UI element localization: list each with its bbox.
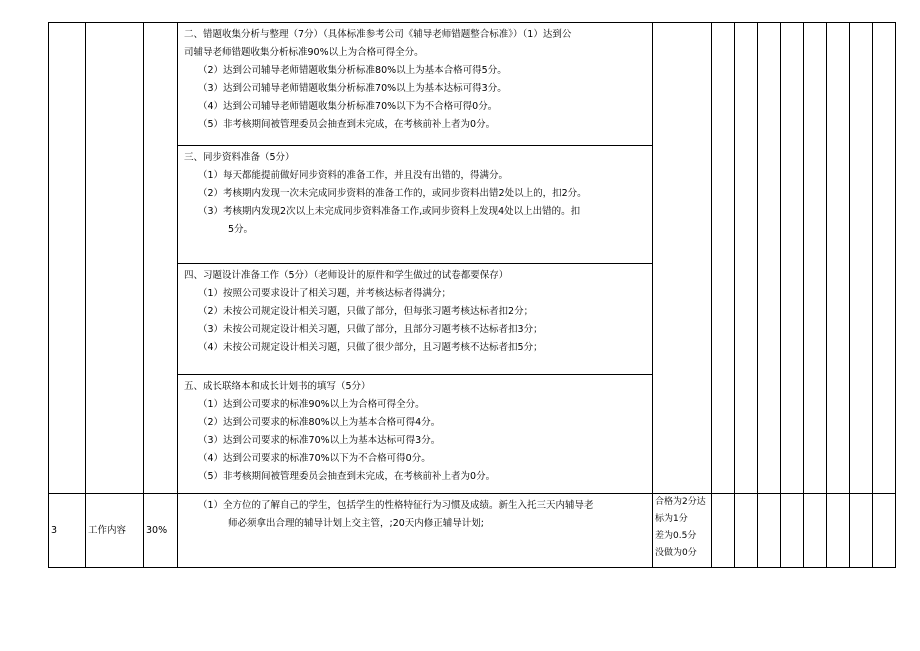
score-cell[interactable] <box>850 23 873 494</box>
score-cell[interactable] <box>804 23 827 494</box>
table-row <box>49 23 896 146</box>
criteria-item: （2）考核期内发现一次未完成同步资料的准备工作的，或同步资料出错2处以上的，扣2分。 <box>198 188 587 199</box>
criteria-item: （1）达到公司要求的标准90%以上为合格可得全分。 <box>198 399 425 410</box>
score-cell[interactable] <box>873 494 896 568</box>
scoring-rule-cell <box>653 494 712 568</box>
criteria-item: （3）达到公司辅导老师错题收集分析标准70%以上为基本达标可得3分。 <box>198 83 507 94</box>
section-title: 四、习题设计准备工作（5分）（老师设计的原件和学生做过的试卷都要保存） <box>184 270 509 281</box>
score-cell[interactable] <box>827 23 850 494</box>
criteria-item: （4）未按公司规定设计相关习题，只做了很少部分，且习题考核不达标者扣5分； <box>198 342 543 353</box>
score-cell[interactable] <box>827 494 850 568</box>
criteria-item: （4）达到公司要求的标准70%以下为不合格可得0分。 <box>198 453 431 464</box>
row-number: 3 <box>49 494 86 568</box>
criteria-item: （2）达到公司辅导老师错题收集分析标准80%以上为基本合格可得5分。 <box>198 65 507 76</box>
score-cell[interactable] <box>758 23 781 494</box>
criteria-cell <box>178 375 653 494</box>
criteria-item: （2）未按公司规定设计相关习题，只做了部分，但每张习题考核达标者扣2分； <box>198 306 534 317</box>
table-row <box>49 494 896 568</box>
score-cell[interactable] <box>873 23 896 494</box>
score-cell[interactable] <box>781 494 804 568</box>
score-cell[interactable] <box>850 494 873 568</box>
criteria-item: （4）达到公司辅导老师错题收集分析标准70%以下为不合格可得0分。 <box>198 101 498 112</box>
scoring-rule: 差为0.5分 <box>655 531 697 541</box>
criteria-cell <box>178 23 653 146</box>
section-title: 五、成长联络本和成长计划书的填写（5分） <box>184 381 371 392</box>
criteria-item: （2）达到公司要求的标准80%以上为基本合格可得4分。 <box>198 417 441 428</box>
score-cell[interactable] <box>735 494 758 568</box>
weight-cell <box>144 23 178 494</box>
score-cell[interactable] <box>804 494 827 568</box>
number-cell <box>49 23 86 494</box>
section-title: 三、同步资料准备（5分） <box>184 152 295 163</box>
criteria-cell <box>178 264 653 375</box>
criteria-item: （3）考核期内发现2次以上未完成同步资料准备工作,或同步资料上发现4处以上出错的。扣 <box>198 206 581 217</box>
score-cell[interactable] <box>735 23 758 494</box>
scoring-rule: 没做为0分 <box>655 548 697 558</box>
category-cell <box>86 23 144 494</box>
score-cell[interactable] <box>712 494 735 568</box>
criteria-item-cont: 师必须拿出合理的辅导计划上交主管，;20天内修正辅导计划; <box>228 518 484 529</box>
scoring-rule: 合格为2分达 <box>655 497 706 507</box>
row-weight: 30% <box>144 494 178 568</box>
criteria-item: （5）非考核期间被管理委员会抽查到未完成，在考核前补上者为0分。 <box>198 119 496 130</box>
assessment-table <box>48 22 896 568</box>
scoring-cell <box>653 23 712 494</box>
section-title: 二、错题收集分析与整理（7分）（具体标准参考公司《辅导老师错题整合标准》）（1）达到公 <box>184 29 572 40</box>
criteria-item-cont: 5分。 <box>228 224 254 235</box>
criteria-cell <box>178 494 653 568</box>
criteria-cell <box>178 146 653 264</box>
criteria-item: （1）全方位的了解自己的学生，包括学生的性格特征行为习惯及成绩。新生入托三天内辅导老 <box>198 500 594 511</box>
criteria-item: （1）每天都能提前做好同步资料的准备工作，并且没有出错的，得满分。 <box>198 170 509 181</box>
row-category: 工作内容 <box>86 494 144 568</box>
criteria-item: （1）按照公司要求设计了相关习题，并考核达标者得满分； <box>198 288 452 299</box>
criteria-item: （5）非考核期间被管理委员会抽查到未完成，在考核前补上者为0分。 <box>198 471 496 482</box>
criteria-item: （3）达到公司要求的标准70%以上为基本达标可得3分。 <box>198 435 441 446</box>
section-title-cont: 司辅导老师错题收集分析标准90%以上为合格可得全分。 <box>184 47 424 58</box>
criteria-item: （3）未按公司规定设计相关习题，只做了部分，且部分习题考核不达标者扣3分； <box>198 324 543 335</box>
scoring-rule: 标为1分 <box>655 514 688 524</box>
score-cell[interactable] <box>758 494 781 568</box>
score-cell[interactable] <box>712 23 735 494</box>
score-cell[interactable] <box>781 23 804 494</box>
